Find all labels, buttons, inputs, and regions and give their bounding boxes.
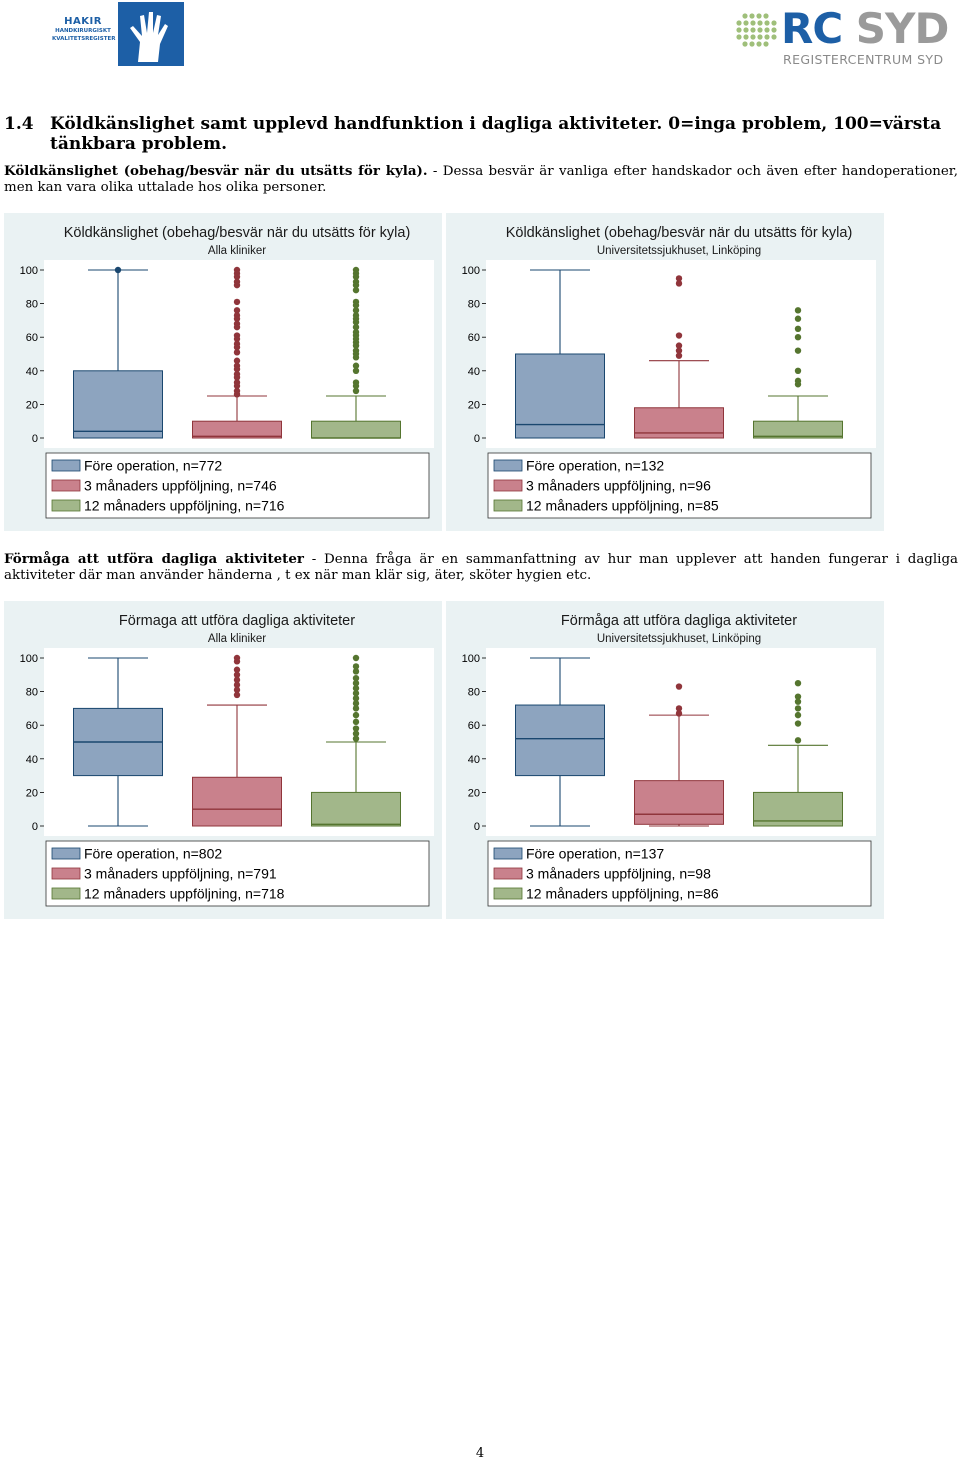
y-tick-label: 40 <box>467 365 480 378</box>
y-tick-label: 80 <box>467 298 480 311</box>
y-tick-label: 20 <box>25 399 38 412</box>
outlier-point <box>676 710 682 716</box>
legend-label: Före operation, n=132 <box>526 457 665 474</box>
y-tick-label: 20 <box>25 787 38 800</box>
legend-label: Före operation, n=137 <box>526 845 665 862</box>
outlier-point <box>676 683 682 689</box>
chart-svg <box>4 601 442 919</box>
outlier-point <box>353 705 359 711</box>
outlier-point <box>795 326 801 332</box>
y-tick-label: 100 <box>19 653 38 665</box>
chart-title: Förmåga att utföra dagliga aktiviteter <box>560 613 798 629</box>
chart-svg <box>4 213 442 531</box>
y-tick-label: 0 <box>31 821 38 833</box>
boxplot-adl-linkoping <box>446 601 884 919</box>
legend-swatch <box>494 460 522 471</box>
legend-swatch <box>52 460 80 471</box>
outlier-point <box>795 368 801 374</box>
legend-label: 12 månaders uppföljning, n=85 <box>526 497 719 514</box>
outlier-point <box>234 299 240 305</box>
dots-icon <box>735 12 777 48</box>
boxplot-adl-all-clinics <box>4 601 442 919</box>
outlier-point <box>795 347 801 353</box>
boxplot-cold-all-clinics <box>4 213 442 531</box>
chart-svg <box>446 601 884 919</box>
chart-subtitle: Universitetssjukhuset, Linköping <box>596 633 762 645</box>
y-tick-label: 20 <box>467 787 480 800</box>
legend-label: 12 månaders uppföljning, n=716 <box>84 497 285 514</box>
hakir-logo <box>52 2 184 66</box>
box <box>754 421 843 438</box>
y-tick-label: 60 <box>25 720 38 733</box>
outlier-point <box>234 324 240 330</box>
outlier-point <box>234 658 240 664</box>
y-tick-label: 60 <box>467 332 480 345</box>
legend-label: Före operation, n=772 <box>84 457 223 474</box>
y-tick-label: 20 <box>467 399 480 412</box>
section-title: Köldkänslighet samt upplevd handfunktion i dagliga aktiviteter. 0=inga problem, 100=värsta tänkbara problem. <box>50 114 942 154</box>
rc-logo-part1: RC <box>781 4 843 53</box>
outlier-point <box>795 737 801 743</box>
legend-swatch <box>494 500 522 511</box>
outlier-point <box>795 720 801 726</box>
chart-subtitle: Alla kliniker <box>207 633 267 645</box>
outlier-point <box>795 698 801 704</box>
box <box>516 705 605 776</box>
hakir-logo-line1: HANDKIRURGISKT <box>55 28 111 34</box>
y-tick-label: 80 <box>467 686 480 699</box>
chart-title: Förmaga att utföra dagliga aktiviteter <box>118 613 356 629</box>
legend-label: 3 månaders uppföljning, n=96 <box>526 477 711 494</box>
legend-label: 3 månaders uppföljning, n=791 <box>84 865 277 882</box>
rc-logo-subtitle: REGISTERCENTRUM SYD <box>783 52 944 67</box>
paragraph-cold-sensitivity <box>4 163 958 196</box>
legend-label: 3 månaders uppföljning, n=98 <box>526 865 711 882</box>
legend-swatch <box>494 848 522 859</box>
y-tick-label: 100 <box>19 265 38 277</box>
legend-swatch <box>52 500 80 511</box>
outlier-point <box>234 282 240 288</box>
outlier-point <box>353 287 359 293</box>
y-tick-label: 80 <box>25 686 38 699</box>
outlier-point <box>353 719 359 725</box>
box <box>516 354 605 438</box>
outlier-point <box>795 334 801 340</box>
y-tick-label: 40 <box>25 365 38 378</box>
page-number: 4 <box>475 1446 485 1461</box>
paragraph-daily-activities <box>4 551 958 584</box>
outlier-point <box>676 352 682 358</box>
y-tick-label: 40 <box>467 753 480 766</box>
y-tick-label: 0 <box>31 433 38 445</box>
hand-icon <box>118 2 184 66</box>
outlier-point <box>353 712 359 718</box>
hakir-logo-line2: KVALITETSREGISTER <box>52 36 116 42</box>
legend-swatch <box>494 868 522 879</box>
outlier-point <box>353 388 359 394</box>
hakir-logo-name: HAKIR <box>64 16 102 27</box>
outlier-point <box>676 280 682 286</box>
outlier-point <box>234 692 240 698</box>
section-heading <box>4 114 959 154</box>
outlier-point <box>795 712 801 718</box>
legend-swatch <box>52 868 80 879</box>
box <box>312 421 401 438</box>
outlier-point <box>234 391 240 397</box>
outlier-point <box>353 668 359 674</box>
outlier-point <box>795 316 801 322</box>
chart-subtitle: Universitetssjukhuset, Linköping <box>596 245 762 257</box>
rc-logo-part2: SYD <box>855 4 949 53</box>
box <box>193 777 282 826</box>
y-tick-label: 40 <box>25 753 38 766</box>
box <box>74 371 163 438</box>
paragraph-2-text: - Denna fråga är en sammanfattning av hur man upplever att handen fungerar i dagliga aktiviteter där man använder händerna , t ex när man klär sig, äter, sköter hygien etc. <box>4 552 958 583</box>
y-tick-label: 60 <box>25 332 38 345</box>
y-tick-label: 0 <box>473 821 480 833</box>
y-tick-label: 100 <box>461 265 480 277</box>
legend-swatch <box>52 848 80 859</box>
outlier-point <box>353 655 359 661</box>
legend-swatch <box>494 480 522 491</box>
y-tick-label: 0 <box>473 433 480 445</box>
legend-swatch <box>494 888 522 899</box>
legend-label: 12 månaders uppföljning, n=86 <box>526 885 719 902</box>
section-number: 1.4 <box>4 114 34 134</box>
outlier-point <box>795 307 801 313</box>
y-tick-label: 100 <box>461 653 480 665</box>
boxplot-cold-linkoping <box>446 213 884 531</box>
chart-title: Köldkänslighet (obehag/besvär när du utsätts för kyla) <box>505 225 853 241</box>
outlier-point <box>353 354 359 360</box>
legend-swatch <box>52 480 80 491</box>
chart-svg <box>446 213 884 531</box>
legend-label: 12 månaders uppföljning, n=718 <box>84 885 285 902</box>
legend-swatch <box>52 888 80 899</box>
paragraph-1-text: - Dessa besvär är vanliga efter handskador och även efter handoperationer, men kan vara olika uttalade hos olika personer. <box>4 164 958 195</box>
box <box>312 792 401 826</box>
outlier-point <box>115 267 121 273</box>
y-tick-label: 60 <box>467 720 480 733</box>
y-tick-label: 80 <box>25 298 38 311</box>
legend-label: 3 månaders uppföljning, n=746 <box>84 477 277 494</box>
outlier-point <box>795 381 801 387</box>
outlier-point <box>353 368 359 374</box>
outlier-point <box>795 705 801 711</box>
chart-title: Köldkänslighet (obehag/besvär när du utsätts för kyla) <box>63 225 411 241</box>
chart-subtitle: Alla kliniker <box>207 245 267 257</box>
outlier-point <box>234 349 240 355</box>
legend-label: Före operation, n=802 <box>84 845 223 862</box>
paragraph-1-bold: Köldkänslighet (obehag/besvär när du utsätts för kyla). <box>4 163 428 179</box>
outlier-point <box>676 332 682 338</box>
box <box>193 421 282 438</box>
outlier-point <box>795 680 801 686</box>
rc-syd-logo <box>735 4 960 68</box>
paragraph-2-bold: Förmåga att utföra dagliga aktiviteter <box>4 551 304 567</box>
box <box>635 781 724 825</box>
outlier-point <box>353 735 359 741</box>
